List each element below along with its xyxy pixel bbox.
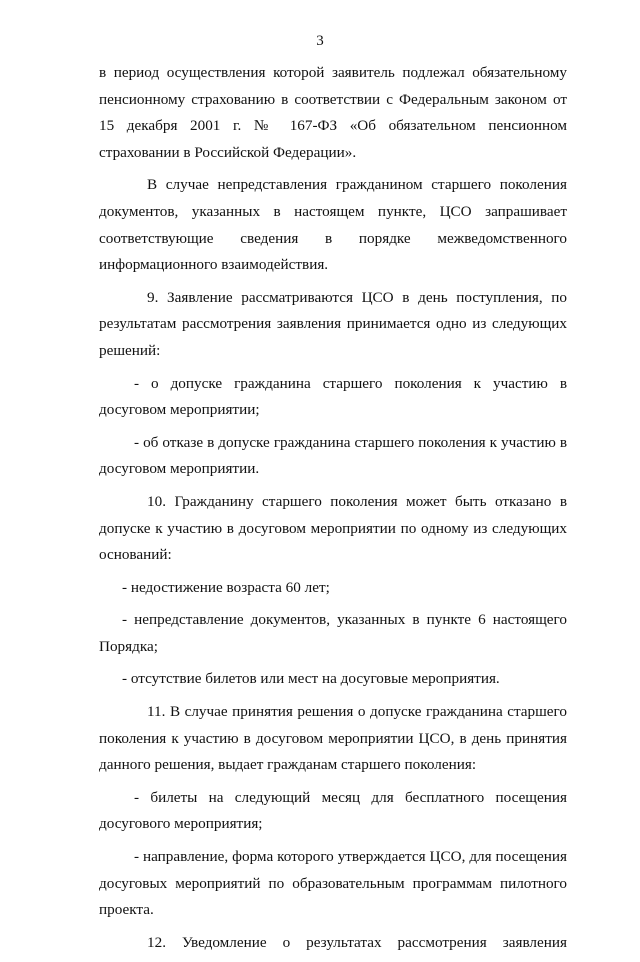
paragraph-item-12: 12. Уведомление о результатах рассмотрения заявления [147,933,567,951]
paragraph-item-9: 9. Заявление рассматриваются ЦСО в день поступления, по результатам рассмотрения заявления принимается одно из следующих решений: [99,288,567,359]
list-item-tickets: - отсутствие билетов или мест на досуговые мероприятия. [122,670,500,688]
list-item-admission: - о допуске гражданина старшего поколения к участию в досуговом мероприятии; [99,374,567,419]
paragraph-non-submission: В случае непредставления гражданином старшего поколения документов, указанных в настоящем пункте, ЦСО запрашивает соответствующие сведения в порядке межведомственного информационного взаимодействия. [99,176,567,274]
list-item-free-tickets: - билеты на следующий месяц для бесплатного посещения досугового мероприятия; [99,788,567,833]
paragraph-item-11: 11. В случае принятия решения о допуске гражданина старшего поколения к участию в досуговом мероприятии ЦСО, в день принятия данного решения, выдает гражданам старшего поколения: [99,703,567,774]
document-body [99,60,567,962]
list-item-referral: - направление, форма которого утверждается ЦСО, для посещения досуговых мероприятий по образовательным программам пилотного проекта. [99,848,567,919]
paragraph-item-10: 10. Гражданину старшего поколения может быть отказано в допуске к участию в досуговом мероприятии по одному из следующих оснований: [99,492,567,564]
list-item-refusal: - об отказе в допуске гражданина старшего поколения к участию в досуговом мероприятии. [99,433,567,478]
list-item-documents: - непредставление документов, указанных в пункте 6 настоящего Порядка; [99,611,567,655]
list-item-age: - недостижение возраста 60 лет; [122,578,330,596]
page-number: 3 [316,33,324,49]
paragraph-continuation: в период осуществления которой заявитель подлежал обязательному пенсионному страхованию в соответствии с Федеральным законом от 15 декабря 2001 г. № 167-ФЗ «Об обязательном пенсионном страховании в Российской Федерации». [99,64,567,161]
